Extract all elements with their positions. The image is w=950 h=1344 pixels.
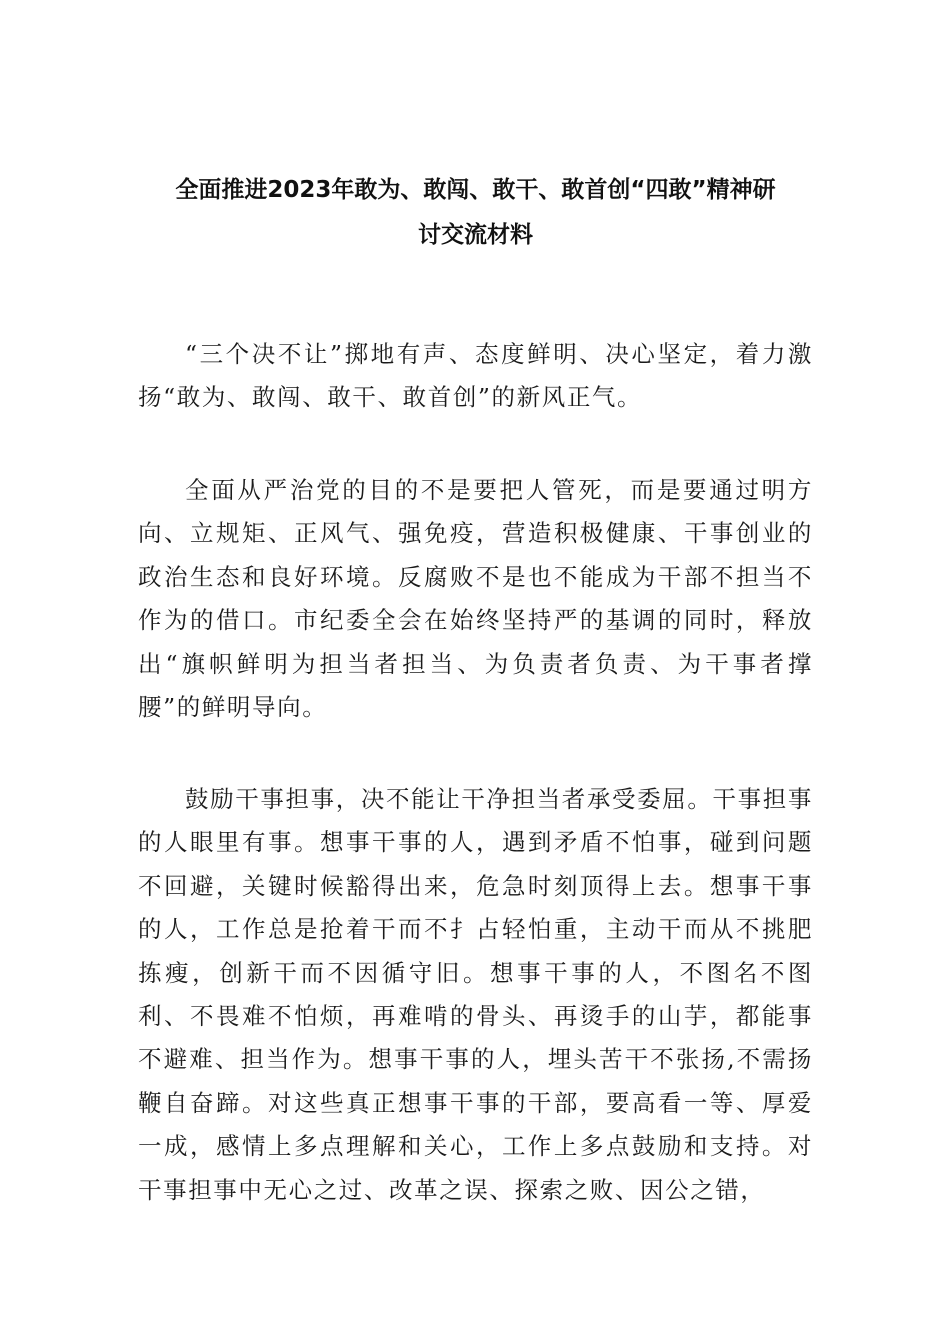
paragraph-2: 全面从严治党的目的不是要把人管死，而是要通过明方向、立规矩、正风气、强免疫，营造积极健康、干事创业的政治生态和良好环境。反腐败不是也不能成为干部不担当不作为的借口。市纪委全会在始终坚持严的基调的同时，释放出“旗帜鲜明为担当者担当、为负责者负责、为干事者撑腰”的鲜明导向。 [138, 476, 813, 722]
paragraph-3: 鼓励干事担事，决不能让干净担当者承受委屈。干事担事的人眼里有事。想事干事的人，遇到矛盾不怕事，碰到问题不回避，关键时候豁得出来，危急时刻顶得上去。想事干事的人，工作总是抢着干而不扌占轻怕重，主动干而从不挑肥拣瘦，创新干而不因循守旧。想事干事的人，不图名不图利、不畏难不怕烦，再难啃的骨头、再烫手的山芋，都能事不避难、担当作为。想事干事的人，埋头苦干不张扬,不需扬鞭自奋蹄。对这些真正想事干事的干部，要高看一等、厚爱一成，感情上多点理解和关心，工作上多点鼓励和支持。对干事担事中无心之过、改革之误、探索之败、因公之错， [138, 785, 813, 1204]
title-line-1: 全面推进2023年敢为、敢闯、敢干、敢首创“四敢”精神研 [175, 177, 776, 203]
paragraph-1: “三个决不让”掷地有声、态度鲜明、决心坚定，着力激扬“敢为、敢闯、敢干、敢首创”的新风正气。 [138, 340, 813, 412]
document-title [138, 168, 813, 258]
title-line-2: 讨交流材料 [418, 222, 533, 248]
